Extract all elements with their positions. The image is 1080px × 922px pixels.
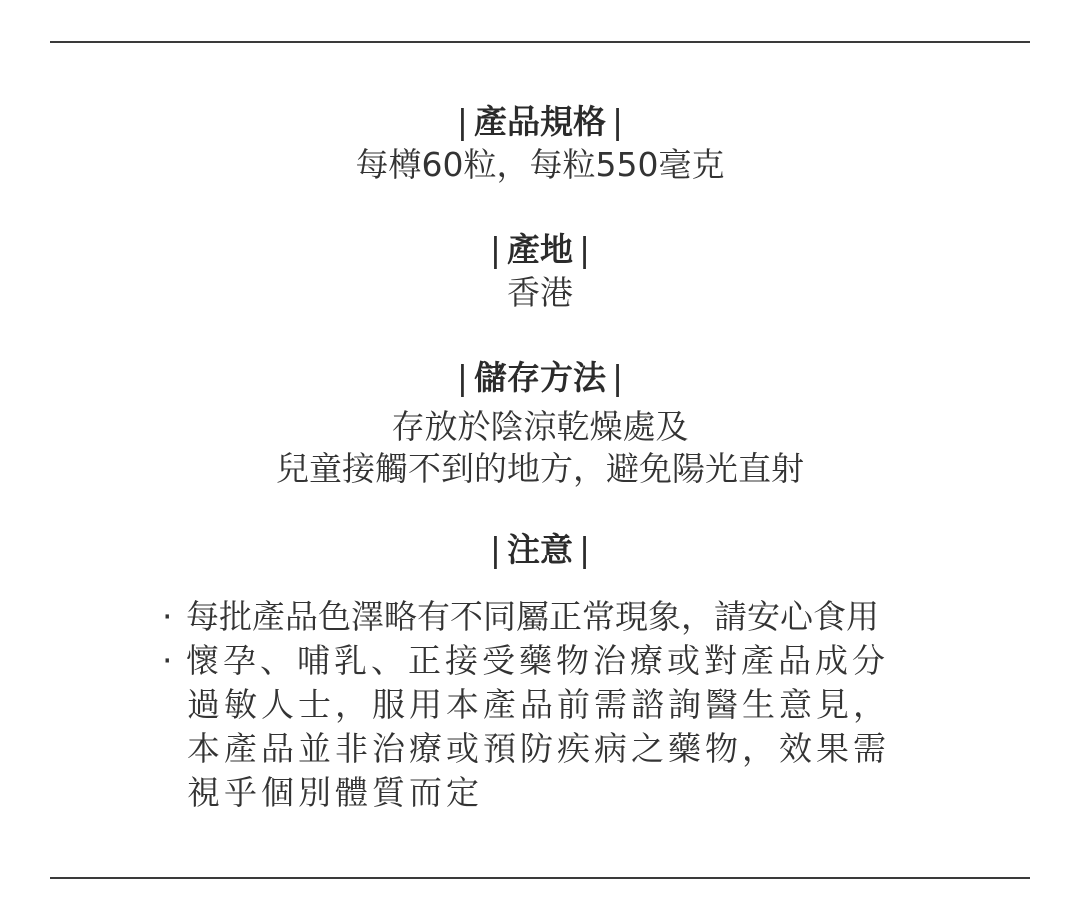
notice-item <box>0 595 1080 639</box>
notice-continuation: 過敏人士，服用本產品前需諮詢醫生意見， <box>187 685 890 724</box>
product-info <box>0 100 1080 572</box>
heading-bar-left: | <box>456 358 468 397</box>
section-spec <box>0 100 1080 188</box>
bullet-dot: · <box>162 641 177 680</box>
notice-item <box>0 639 1080 683</box>
section-body-line: 存放於陰涼乾燥處及 <box>391 407 689 446</box>
section-heading <box>0 100 1080 144</box>
heading-text: 產地 <box>507 230 573 269</box>
heading-bar-left: | <box>489 530 501 569</box>
section-origin <box>0 228 1080 316</box>
heading-text: 注意 <box>507 530 573 569</box>
notice-continuation: 視乎個別體質而定 <box>187 773 483 812</box>
heading-bar-right: | <box>612 102 624 141</box>
section-heading <box>0 356 1080 400</box>
bottom-divider <box>50 877 1030 879</box>
section-body-line: 香港 <box>507 273 573 312</box>
section-storage <box>0 356 1080 486</box>
heading-bar-right: | <box>612 358 624 397</box>
notice-continuation: 本產品並非治療或預防疾病之藥物，效果需 <box>187 729 890 768</box>
heading-bar-right: | <box>579 230 591 269</box>
heading-bar-right: | <box>579 530 591 569</box>
section-notice <box>0 528 1080 572</box>
section-heading <box>0 528 1080 572</box>
notice-list <box>0 595 1080 815</box>
heading-text: 儲存方法 <box>474 358 606 397</box>
heading-bar-left: | <box>489 230 501 269</box>
section-body-line: 兒童接觸不到的地方，避免陽光直射 <box>276 449 804 488</box>
section-heading <box>0 228 1080 272</box>
heading-text: 產品規格 <box>474 102 606 141</box>
section-body-line: 每樽60粒，每粒550毫克 <box>355 145 725 184</box>
bullet-dot: · <box>162 597 173 636</box>
top-divider <box>50 41 1030 43</box>
heading-bar-left: | <box>456 102 468 141</box>
notice-text: 每批產品色澤略有不同屬正常現象，請安心食用 <box>186 597 879 636</box>
notice-text: 懷孕、哺乳、正接受藥物治療或對產品成分 <box>186 641 889 680</box>
